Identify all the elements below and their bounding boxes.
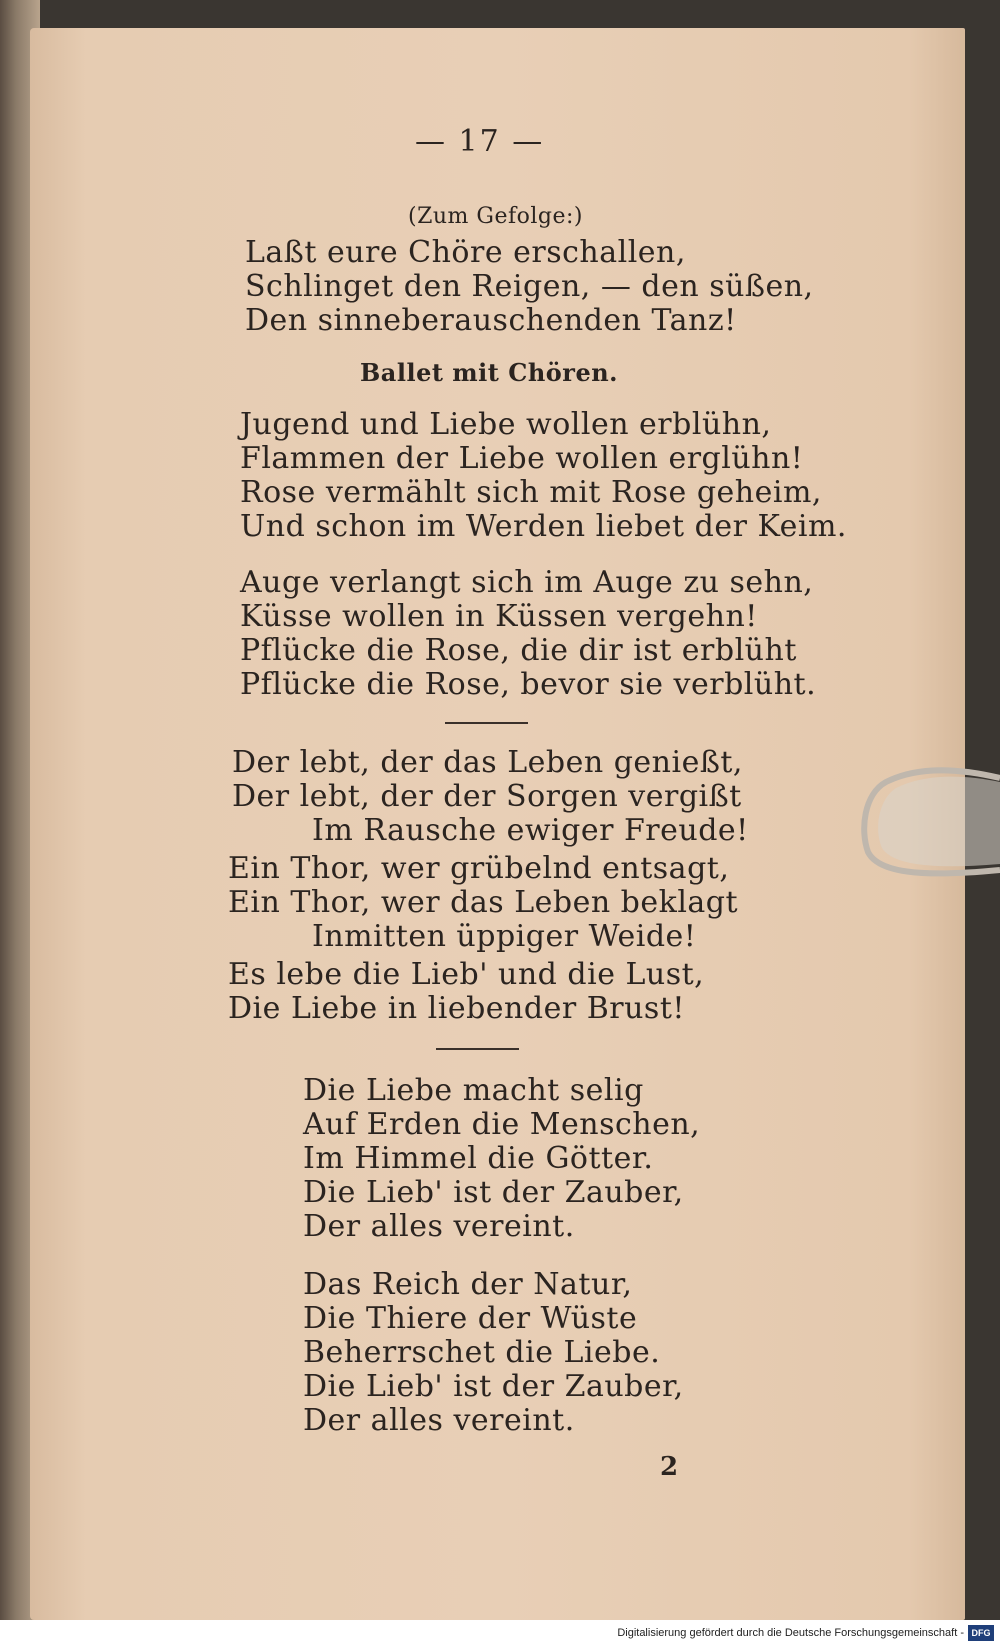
stanza6-line: Das Reich der Natur,	[303, 1267, 633, 1302]
divider-rule	[445, 722, 528, 724]
stanza2-line: Rose vermählt sich mit Rose geheim,	[240, 475, 822, 510]
stanza5-line: Auf Erden die Menschen,	[303, 1107, 701, 1142]
page-number: — 17 —	[415, 124, 545, 159]
stanza2-line: Und schon im Werden liebet der Keim.	[240, 509, 847, 544]
stanza6-line: Die Thiere der Wüste	[303, 1301, 638, 1336]
stanza5-line: Die Liebe macht selig	[303, 1073, 644, 1108]
stanza4-line: Der lebt, der das Leben genießt,	[232, 745, 743, 780]
stanza6-line: Der alles vereint.	[303, 1403, 575, 1438]
stanza2-line: Flammen der Liebe wollen erglühn!	[240, 441, 804, 476]
stanza4-line: Im Rausche ewiger Freude!	[312, 813, 749, 848]
stanza1-line: Schlinget den Reigen, — den süßen,	[245, 269, 814, 304]
stanza4-line: Ein Thor, wer grübelnd entsagt,	[228, 851, 730, 886]
signature-mark: 2	[660, 1452, 679, 1482]
section-heading: Ballet mit Chören.	[360, 358, 619, 387]
stanza4-line: Es lebe die Lieb' und die Lust,	[228, 957, 705, 992]
dfg-logo-icon: DFG	[968, 1625, 994, 1641]
stanza4-line: Inmitten üppiger Weide!	[312, 919, 697, 954]
stanza4-line: Der lebt, der der Sorgen vergißt	[232, 779, 742, 814]
stanza3-line: Küsse wollen in Küssen vergehn!	[240, 599, 758, 634]
stanza4-line: Ein Thor, wer das Leben beklagt	[228, 885, 739, 920]
stanza1-line: Laßt eure Chöre erschallen,	[245, 235, 686, 270]
stage-direction: (Zum Gefolge:)	[408, 204, 584, 229]
stanza4-line: Die Liebe in liebender Brust!	[228, 991, 685, 1026]
stanza2-line: Jugend und Liebe wollen erblühn,	[240, 407, 772, 442]
stanza5-line: Die Lieb' ist der Zauber,	[303, 1175, 684, 1210]
stanza6-line: Die Lieb' ist der Zauber,	[303, 1369, 684, 1404]
stanza3-line: Pflücke die Rose, bevor sie verblüht.	[240, 667, 817, 702]
stanza3-line: Auge verlangt sich im Auge zu sehn,	[240, 565, 814, 600]
stanza6-line: Beherrschet die Liebe.	[303, 1335, 661, 1370]
page-clip	[858, 760, 1000, 880]
stanza3-line: Pflücke die Rose, die dir ist erblüht	[240, 633, 797, 668]
stanza5-line: Der alles vereint.	[303, 1209, 575, 1244]
footer-credit: Digitalisierung gefördert durch die Deutsche Forschungsgemeinschaft -	[617, 1627, 964, 1639]
stanza1-line: Den sinneberauschenden Tanz!	[245, 303, 737, 338]
divider-rule	[436, 1048, 519, 1050]
stanza5-line: Im Himmel die Götter.	[303, 1141, 654, 1176]
